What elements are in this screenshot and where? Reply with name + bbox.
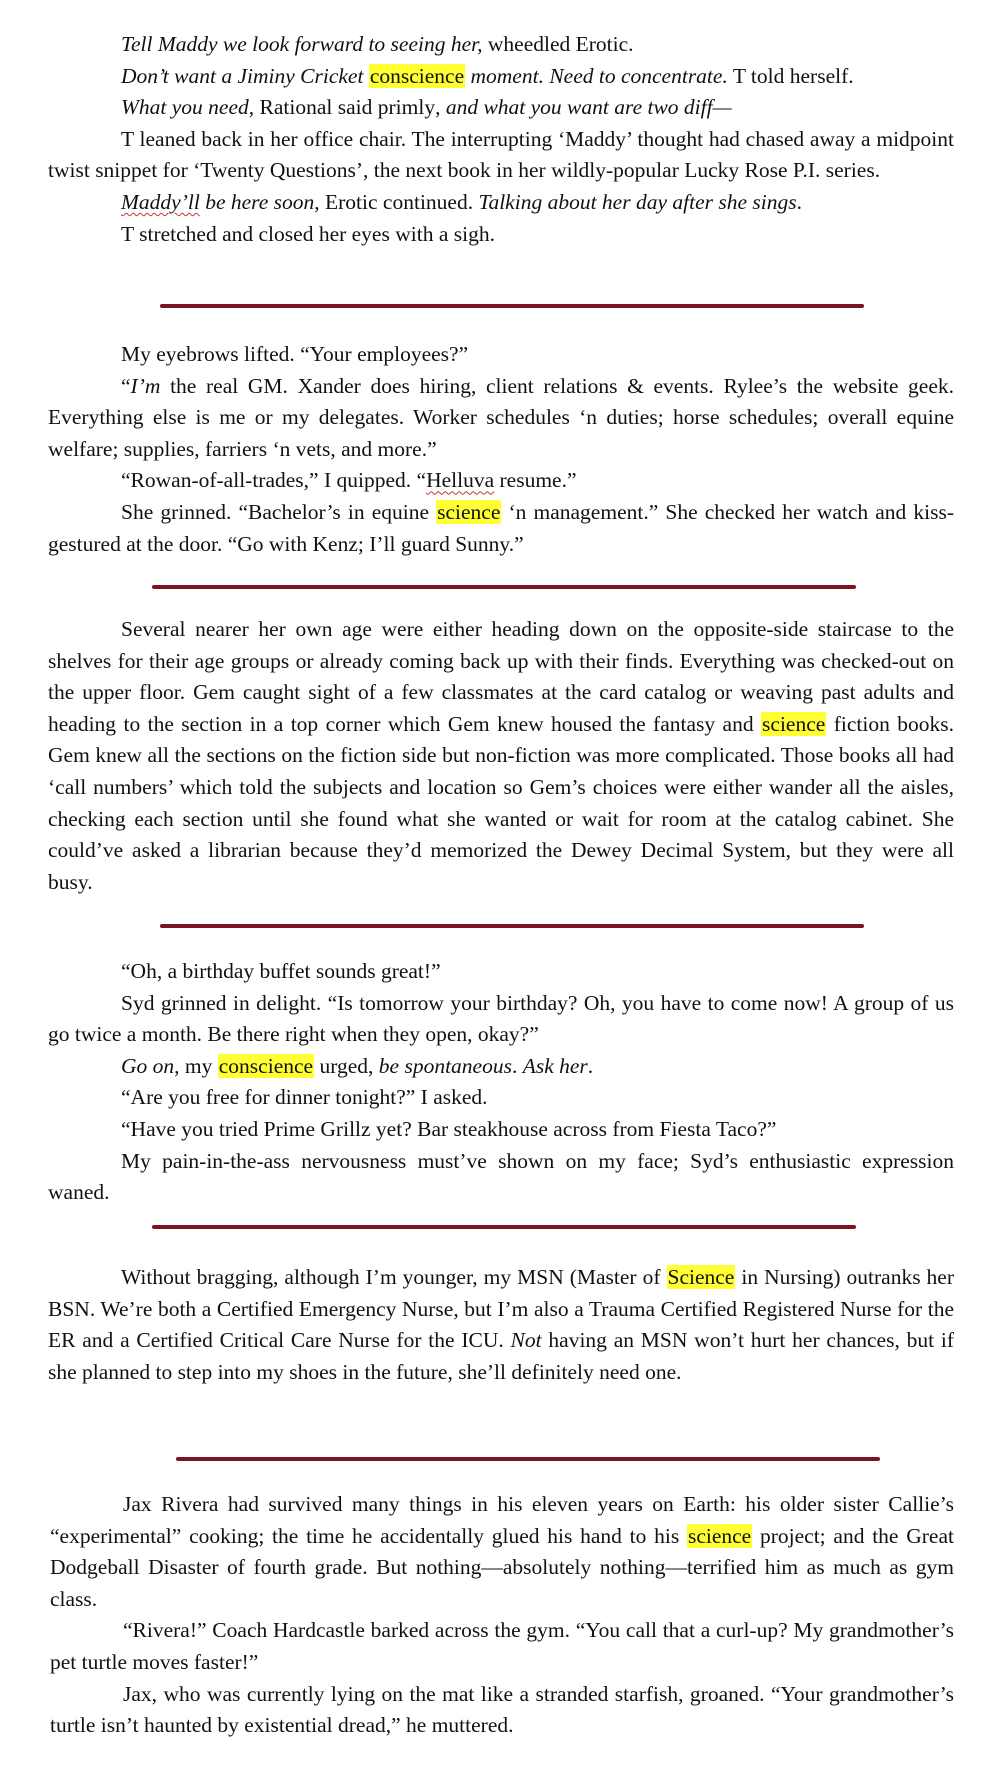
section-divider bbox=[160, 924, 864, 928]
paragraph bbox=[48, 124, 954, 187]
paragraph bbox=[48, 187, 954, 219]
text-run: Several nearer her own age were either heading down on the opposite-side staircase to the shelves for their age groups or already coming back up with their finds. Everything was checked-out on the upper floor. Gem caught sight of a few classmates at the card catalog or weaving past adults and heading to the section in a top corner which Gem knew housed the fantasy and bbox=[48, 617, 954, 736]
paragraph bbox=[48, 1146, 954, 1209]
text-run: Jax Rivera had survived many things in his eleven years on Earth: his older sister Callie’s “experimental” cooking; the time he accidentally glued his hand to his bbox=[50, 1492, 954, 1548]
text-run: “ bbox=[121, 373, 131, 398]
paragraph bbox=[48, 61, 954, 93]
paragraph bbox=[50, 1615, 954, 1678]
paragraph bbox=[48, 497, 954, 560]
excerpt bbox=[48, 614, 954, 898]
text-run: My pain-in-the-ass nervousness must’ve shown on my face; Syd’s enthusiastic expression waned. bbox=[48, 1148, 954, 1205]
text-run: . bbox=[796, 189, 802, 214]
italic-text: I’m bbox=[130, 373, 161, 398]
text-run: fiction books. Gem knew all the sections on the fiction side but non-fiction was more complicated. Those books all had ‘call numbers’ which told the subjects and location so Gem’s choices were either wander all the aisles, checking each section until she found what she wanted or wait for room at the catalog cabinet. She could’ve asked a librarian because they’d memorized the Dewey Decimal System, but they were all busy. bbox=[48, 711, 954, 894]
paragraph bbox=[48, 1051, 954, 1083]
text-run: resume.” bbox=[494, 468, 577, 493]
text-run: T stretched and closed her eyes with a sigh. bbox=[121, 221, 495, 246]
text-run: “Have you tried Prime Grillz yet? Bar steakhouse across from Fiesta Taco?” bbox=[121, 1116, 777, 1141]
excerpt bbox=[48, 956, 954, 1209]
text-run: project; and the Great Dodgeball Disaster of fourth grade. But nothing—absolutely nothing—terrified him as much as gym class. bbox=[50, 1523, 954, 1611]
excerpt bbox=[50, 1489, 954, 1742]
paragraph bbox=[50, 1489, 954, 1615]
paragraph bbox=[48, 614, 954, 898]
paragraph bbox=[48, 1262, 954, 1388]
italic-text: What you need, bbox=[121, 95, 255, 120]
text-run: Without bragging, although I’m younger, my MSN (Master of bbox=[121, 1265, 667, 1289]
search-highlight: conscience bbox=[369, 63, 465, 88]
text-run: the real GM. Xander does hiring, client relations & events. Rylee’s the website geek. Everything else is me or my delegates. Worker schedules ‘n duties; horse schedules; overall equine welfare; supplies, farriers ‘n vets, and more.” bbox=[48, 373, 954, 461]
section-divider bbox=[160, 304, 864, 308]
search-highlight: science bbox=[437, 499, 501, 524]
text-run: “Oh, a birthday buffet sounds great!” bbox=[121, 959, 441, 983]
search-highlight: conscience bbox=[218, 1053, 314, 1078]
text-run: . bbox=[587, 1053, 594, 1078]
italic-text: be here soon bbox=[199, 189, 315, 214]
paragraph bbox=[48, 1114, 954, 1146]
italic-text: be spontaneous bbox=[378, 1053, 512, 1078]
section-divider bbox=[152, 585, 856, 589]
text-run: T leaned back in her office chair. The interrupting ‘Maddy’ thought had chased away a midpoint twist snippet for ‘Twenty Questions’, the next book in her wildly-popular Lucky Rose P.I. series. bbox=[48, 126, 954, 183]
text-run: “Are you free for dinner tonight?” I asked. bbox=[121, 1085, 488, 1110]
text-run: urged, bbox=[314, 1053, 379, 1078]
paragraph bbox=[48, 339, 954, 371]
text-run: in Nursing) outranks her BSN. We’re both a Certified Emergency Nurse, but I’m also a Trauma Certified Registered Nurse for the ER and a Certified Critical Care Nurse for the ICU. bbox=[48, 1265, 955, 1353]
section-divider bbox=[152, 1225, 856, 1229]
text-run: She grinned. “Bachelor’s in equine bbox=[121, 499, 437, 524]
spellcheck-word: Maddy’ll bbox=[121, 189, 200, 214]
search-highlight: science bbox=[687, 1523, 752, 1548]
excerpt bbox=[48, 339, 954, 560]
italic-text: Don’t want a Jiminy Cricket bbox=[121, 63, 369, 88]
italic-text: , and what you want are two diff— bbox=[435, 95, 732, 120]
paragraph bbox=[48, 92, 954, 124]
paragraph bbox=[48, 465, 954, 497]
text-run: , Erotic continued. bbox=[314, 189, 479, 214]
italic-text: Ask her bbox=[522, 1053, 588, 1078]
search-highlight: Science bbox=[667, 1265, 735, 1289]
excerpt bbox=[48, 1262, 954, 1388]
text-run: having an MSN won’t hurt her chances, but if she planned to step into my shoes in the future, she’ll definitely need one. bbox=[48, 1328, 955, 1384]
italic-text: Talking about her day after she sings bbox=[478, 189, 797, 214]
italic-text: Go on bbox=[121, 1053, 175, 1078]
paragraph bbox=[48, 956, 954, 988]
paragraph bbox=[48, 988, 954, 1051]
paragraph bbox=[48, 371, 954, 466]
text-run: “Rowan-of-all-trades,” I quipped. “ bbox=[121, 468, 427, 493]
text-run: Syd grinned in delight. “Is tomorrow your birthday? Oh, you have to come now! A group of us go twice a month. Be there right when they open, okay?” bbox=[48, 990, 954, 1047]
paragraph bbox=[48, 1082, 954, 1114]
paragraph bbox=[48, 29, 954, 61]
text-run: My eyebrows lifted. “Your employees?” bbox=[121, 342, 469, 366]
section-divider bbox=[176, 1457, 880, 1461]
text-run: “Rivera!” Coach Hardcastle barked across the gym. “You call that a curl-up? My grandmother’s pet turtle moves faster!” bbox=[50, 1618, 954, 1674]
paragraph bbox=[50, 1679, 954, 1742]
text-run: wheedled Erotic. bbox=[482, 32, 634, 56]
text-run: Rational said primly bbox=[254, 95, 436, 120]
excerpt bbox=[48, 29, 954, 250]
italic-text: Tell Maddy we look forward to seeing her, bbox=[121, 32, 483, 56]
text-run: Jax, who was currently lying on the mat like a stranded starfish, groaned. “Your grandmother’s turtle isn’t haunted by existential dread,” he muttered. bbox=[50, 1681, 954, 1738]
italic-text: Not bbox=[510, 1328, 542, 1353]
text-run: , my bbox=[174, 1053, 218, 1078]
text-run: . bbox=[511, 1053, 523, 1078]
search-highlight: science bbox=[762, 711, 826, 736]
spellcheck-word: Helluva bbox=[426, 468, 495, 493]
text-run: T told herself. bbox=[727, 63, 854, 88]
italic-text: moment. Need to concentrate. bbox=[465, 63, 728, 88]
paragraph bbox=[48, 219, 954, 251]
text-run: ‘n management.” She checked her watch and kiss-gestured at the door. “Go with Kenz; I’ll guard Sunny.” bbox=[48, 499, 954, 556]
